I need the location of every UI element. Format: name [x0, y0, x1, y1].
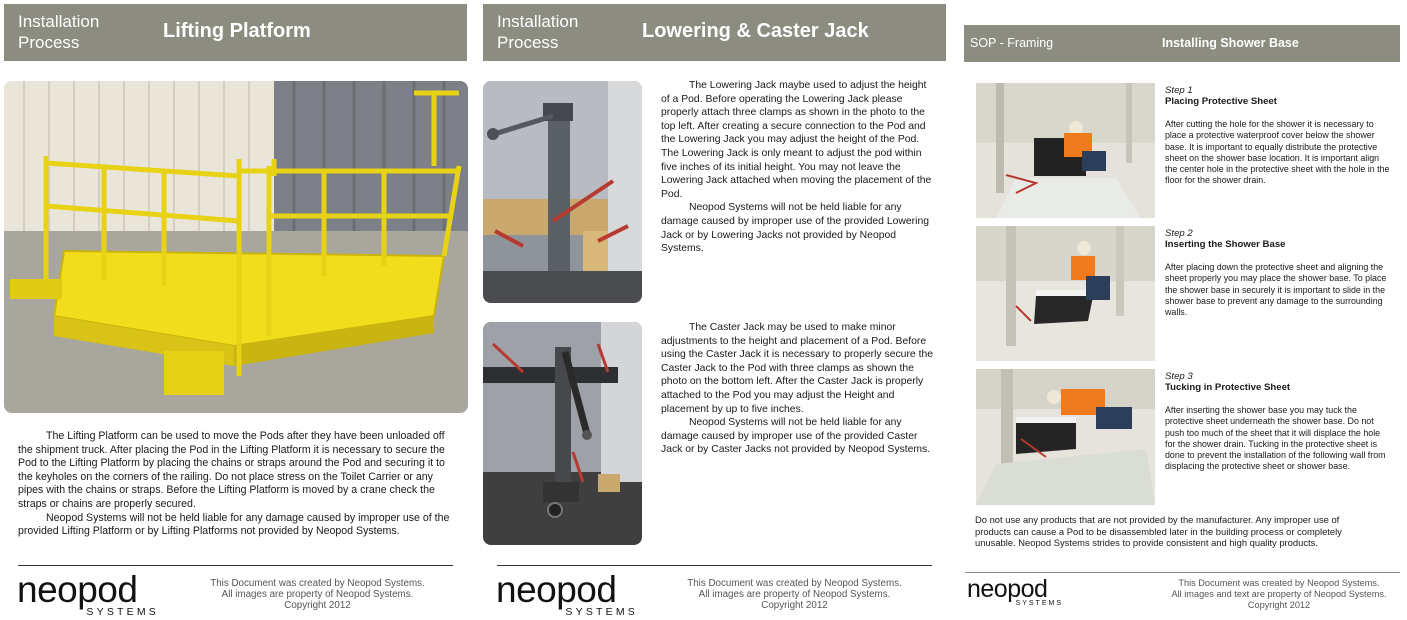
step-number: Step 2 — [1165, 228, 1193, 239]
page2-title: Lowering & Caster Jack — [642, 20, 869, 42]
step-body: After cutting the hole for the shower it is necessary to place a protective waterproof cover below the shower base. It is important to equally distribute the protective sheet on the shower base location. It is important align the center hole in the protective sheet with the hole in the floor for the shower drain. — [1165, 119, 1390, 186]
lowering-paragraph: Neopod Systems will not be held liable for any damage caused by improper use of the provided Lowering Jack or by Lowering Jacks not provided by Neopod Systems. — [661, 202, 930, 255]
caster-paragraph: Neopod Systems will not be held liable for any damage caused by improper use of the provided Caster Jack or by Caster Jacks not provided by Neopod Systems. — [661, 417, 931, 456]
lowering-jack-photo — [483, 81, 642, 303]
step-title: Placing Protective Sheet — [1165, 96, 1277, 107]
credit-line: Copyright 2012 — [1247, 600, 1311, 610]
page2-footer-rule — [497, 565, 932, 566]
credit-line: All images and text are property of Neopod Systems. — [1171, 589, 1387, 599]
credit-line: This Document was created by Neopod Systems. — [210, 578, 425, 589]
step3 — [1165, 371, 1390, 473]
step3-photo — [976, 369, 1155, 505]
page1-logo — [17, 569, 159, 618]
logo-wordmark: neopod — [17, 569, 138, 610]
step-title: Inserting the Shower Base — [1165, 239, 1286, 250]
page1-title: Lifting Platform — [163, 20, 311, 42]
credit-line: All images are property of Neopod Systems. — [698, 589, 891, 600]
credit-line: Copyright 2012 — [761, 600, 828, 611]
page1-credit — [195, 578, 440, 611]
page1-prefix-line2: Process — [18, 33, 80, 52]
credit-line: Copyright 2012 — [284, 600, 351, 611]
page2-prefix-line1: Installation — [497, 12, 579, 31]
page2-header — [483, 4, 946, 61]
page1-prefix-line1: Installation — [18, 12, 100, 31]
page3-credit — [1160, 578, 1398, 611]
page1-body — [18, 430, 458, 539]
step2-photo — [976, 226, 1155, 361]
step1 — [1165, 85, 1390, 187]
page1-footer-rule — [18, 565, 453, 566]
lowering-paragraph: The Lowering Jack maybe used to adjust the height of a Pod. Before operating the Lowering Jack please properly attach three clamps as shown in the photo to the top left. After creating a secure connection to the Pod and the Lowering Jack you may adjust the height of the Pod. The Lowering Jack is only meant to adjust the pod within five inches of its initial height. You may not leave the Lowering Jack attached when moving the placement of the Pod. — [661, 80, 932, 200]
logo-wordmark: neopod — [967, 575, 1048, 603]
step-number: Step 1 — [1165, 85, 1193, 96]
page2-logo — [496, 569, 638, 618]
page3-header — [964, 25, 1400, 62]
logo-wordmark: neopod — [496, 569, 617, 610]
logo-subtitle: SYSTEMS — [565, 606, 638, 618]
caster-jack-text — [661, 321, 933, 457]
page3-title: Installing Shower Base — [1162, 36, 1299, 50]
page1-header-prefix — [18, 11, 99, 53]
step-body: After inserting the shower base you may tuck the protective sheet underneath the shower base. Do not push too much of the sheet that it will displace the hole for the shower drain. Tucking in the protective sheet is done to prevent the installation of the following wall from displacing the protective sheet or shower base. — [1165, 405, 1386, 472]
logo-subtitle: SYSTEMS — [1015, 600, 1063, 607]
page1-header — [4, 4, 467, 61]
page3-footer-rule — [965, 572, 1400, 573]
page2-credit — [672, 578, 917, 611]
page2-prefix-line2: Process — [497, 33, 559, 52]
credit-line: This Document was created by Neopod Systems. — [687, 578, 902, 589]
page1-paragraph: The Lifting Platform can be used to move the Pods after they have been unloaded off the shipment truck. After placing the Pod in the Lifting Platform it is necessary to secure the Pod to the Lifting Platform by placing the chains or straps around the Pod and securing it to the keyholes on the corners of the railing. Do not place stress on the Toilet Carrier or any pipes with the chains or straps. Before the Lifting Platform is moved by a crane check the straps or chains are properly secured. — [18, 430, 445, 510]
caster-jack-photo — [483, 322, 642, 545]
page1-paragraph: Neopod Systems will not be held liable for any damage caused by improper use of the provided Lifting Platform or by Lifting Platforms not provided by Neopod Systems. — [18, 511, 450, 538]
page2-header-prefix — [497, 11, 578, 53]
step-number: Step 3 — [1165, 371, 1193, 382]
logo-subtitle: SYSTEMS — [86, 606, 159, 618]
step2 — [1165, 228, 1390, 318]
lowering-jack-text — [661, 79, 933, 256]
page3-footer-note: Do not use any products that are not provided by the manufacturer. Any improper use of products can cause a Pod to be disassembled later in the building process or completely unusable. Neopod Systems strides to provide consistent and high quality products. — [975, 514, 1342, 549]
caster-paragraph: The Caster Jack may be used to make minor adjustments to the height and placement of a Pod. Before using the Caster Jack it is necessary to properly secure the Caster Jack to the Pod with three clamps as shown the photo on the bottom left. After the Caster Jack is properly attached to the Pod you may adjust the Height and placement by up to five inches. — [661, 322, 934, 415]
page3-logo — [967, 577, 1063, 607]
step-body: After placing down the protective sheet and aligning the sheet properly you may place the shower base. To place the shower base in securely it is important to slide in the shower base to prevent any damage to the surrounding walls. — [1165, 262, 1387, 318]
step1-photo — [976, 83, 1155, 218]
credit-line: This Document was created by Neopod Systems. — [1178, 578, 1380, 588]
page3-header-prefix: SOP - Framing — [970, 36, 1054, 50]
step-title: Tucking in Protective Sheet — [1165, 382, 1291, 393]
lifting-platform-photo — [4, 81, 468, 413]
credit-line: All images are property of Neopod Systems. — [221, 589, 414, 600]
